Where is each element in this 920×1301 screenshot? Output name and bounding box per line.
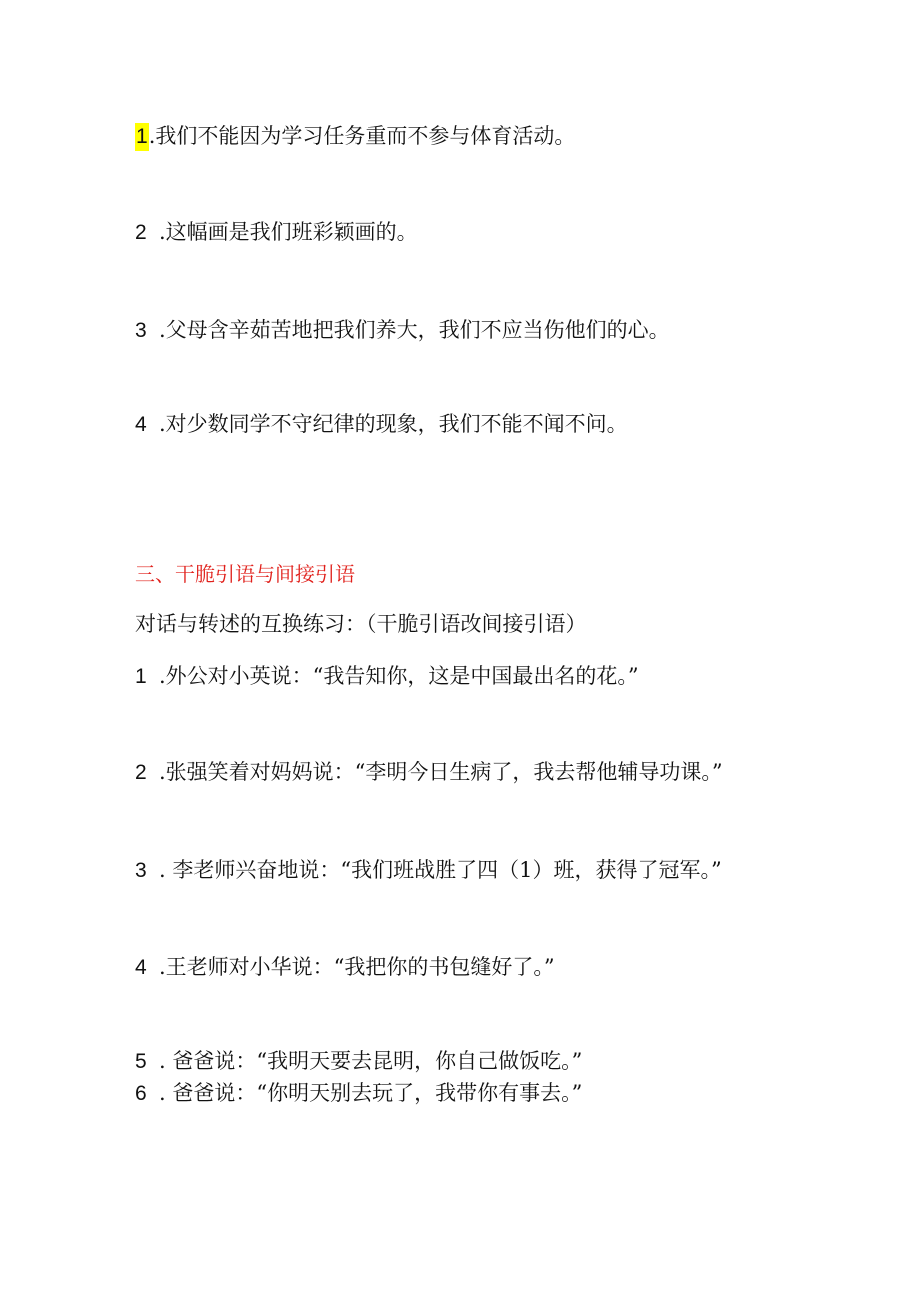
item-number: 5 [135, 1050, 147, 1073]
list-item [135, 953, 555, 982]
item-number: 4 [135, 413, 147, 436]
list-item [135, 1079, 582, 1108]
list-item [135, 758, 723, 787]
item-text: .外公对小英说：“我告知你，这是中国最出名的花。” [159, 664, 639, 688]
item-number: 3 [135, 859, 147, 882]
item-text: . 爸爸说：“你明天别去玩了，我带你有事去。” [159, 1081, 583, 1105]
list-item [135, 316, 670, 345]
item-number: 3 [135, 319, 147, 342]
section-heading: 三、干脆引语与间接引语 [135, 562, 355, 586]
item-number: 1 [135, 665, 147, 688]
item-text: .王老师对小华说：“我把你的书包缝好了。” [159, 955, 555, 979]
list-item [135, 856, 722, 885]
item-number: 4 [135, 956, 147, 979]
item-number: 2 [135, 221, 147, 244]
item-text: . 爸爸说：“我明天要去昆明，你自己做饭吃。” [159, 1049, 583, 1073]
item-number: 1 [135, 123, 149, 151]
list-item [135, 410, 628, 439]
list-item [135, 122, 575, 151]
list-item [135, 1047, 582, 1076]
item-text: .张强笑着对妈妈说：“李明今日生病了，我去帮他辅导功课。” [159, 760, 723, 784]
instruction-text: 对话与转述的互换练习：（干脆引语改间接引语） [135, 612, 587, 636]
item-text: .父母含辛茹苦地把我们养大，我们不应当伤他们的心。 [159, 318, 670, 342]
item-text: .这幅画是我们班彩颖画的。 [159, 220, 418, 244]
item-text: .我们不能因为学习任务重而不参与体育活动。 [148, 124, 576, 148]
list-item [135, 218, 418, 247]
item-text: .对少数同学不守纪律的现象，我们不能不闻不问。 [159, 412, 628, 436]
item-number: 2 [135, 761, 147, 784]
item-text: . 李老师兴奋地说：“我们班战胜了四（1）班，获得了冠军。” [159, 858, 722, 882]
item-number: 6 [135, 1082, 147, 1105]
list-item [135, 662, 639, 691]
